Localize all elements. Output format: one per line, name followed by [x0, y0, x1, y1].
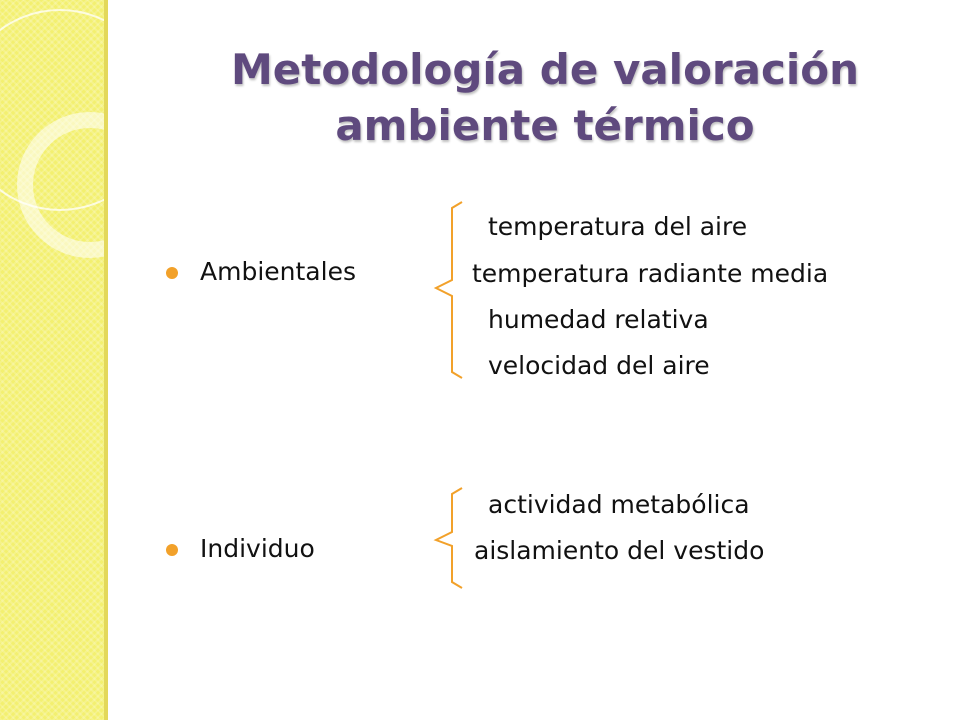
group-label-individuo: Individuo: [200, 534, 315, 563]
bullet-dot: [166, 544, 178, 556]
bracket-individuo: [432, 486, 466, 590]
title-line-1: Metodología de valoración: [230, 45, 860, 94]
item-temperatura-radiante: temperatura radiante media: [472, 259, 829, 288]
bracket-ambientales: [432, 200, 466, 380]
sidebar-border: [104, 0, 108, 720]
decorative-circles: [0, 0, 104, 720]
item-actividad-metabolica: actividad metabólica: [488, 490, 750, 519]
item-velocidad-aire: velocidad del aire: [488, 351, 710, 380]
decorative-sidebar: [0, 0, 104, 720]
slide-title: [130, 42, 960, 154]
bullet-dot: [166, 267, 178, 279]
group-label-ambientales: Ambientales: [200, 257, 356, 286]
item-aislamiento-vestido: aislamiento del vestido: [474, 536, 765, 565]
item-temperatura-aire: temperatura del aire: [488, 212, 748, 241]
title-line-2: ambiente térmico: [335, 101, 755, 150]
item-humedad-relativa: humedad relativa: [488, 305, 709, 334]
